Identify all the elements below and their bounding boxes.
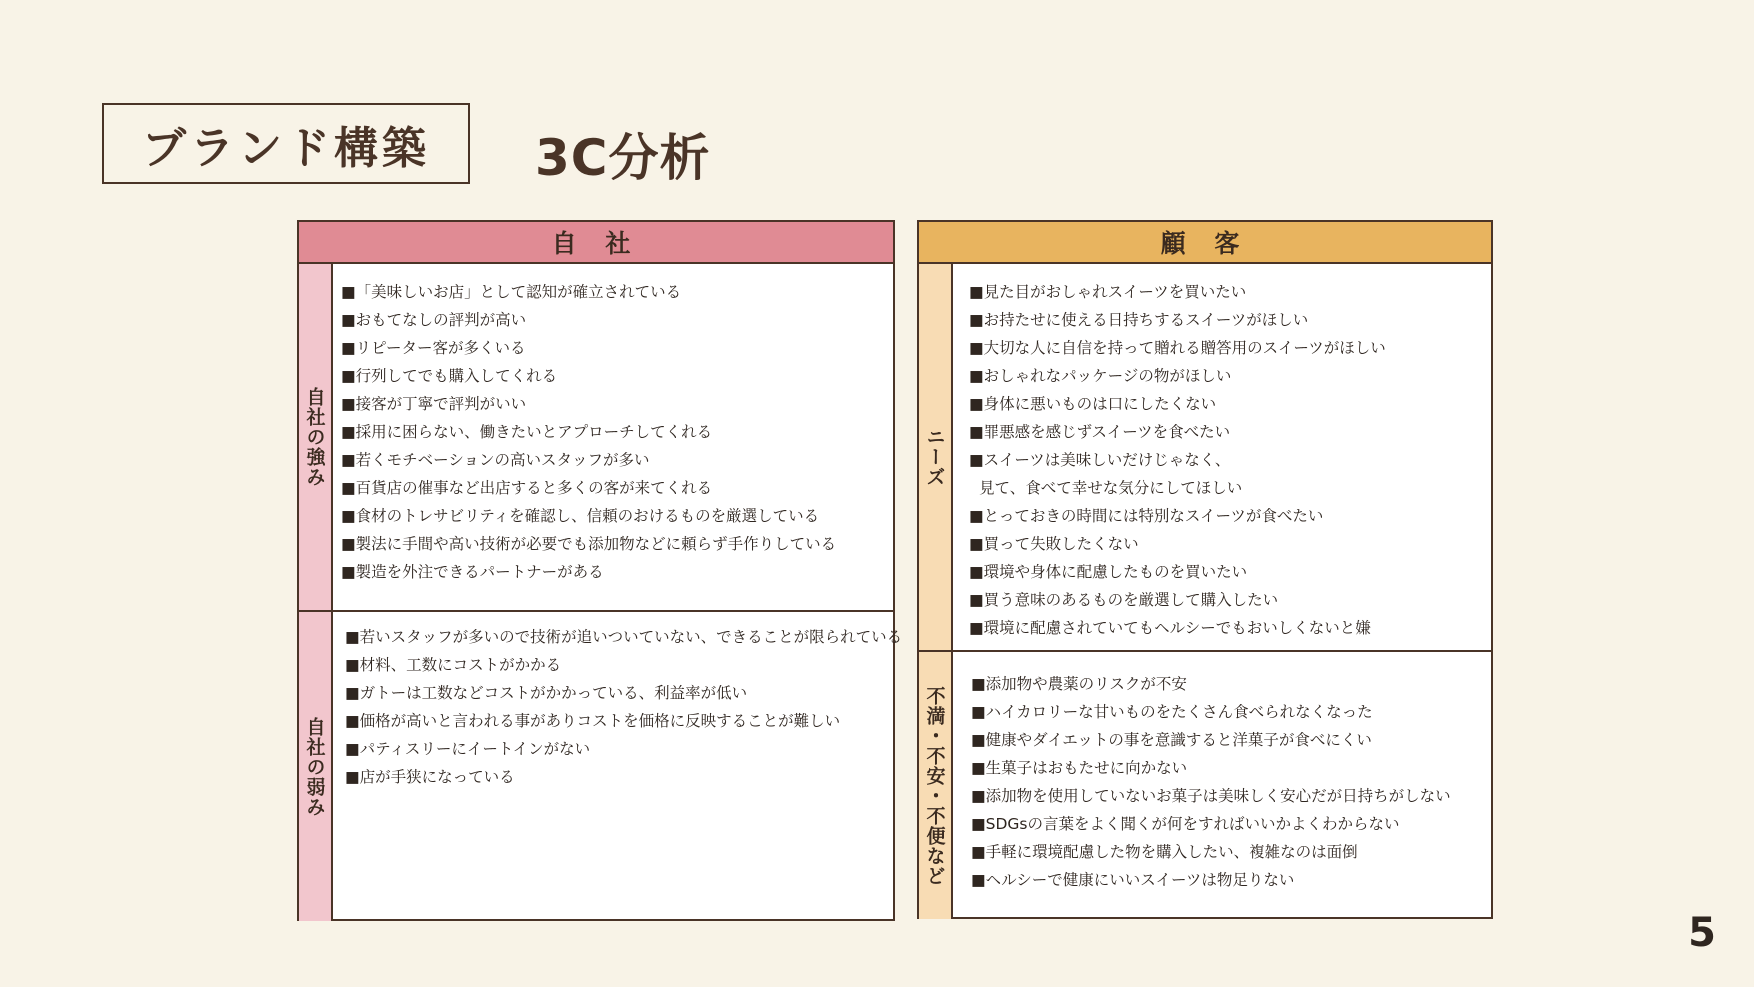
strengths-side xyxy=(299,264,333,610)
list-item: ■採用に困らない、働きたいとアプローチしてくれる xyxy=(341,423,713,441)
complaints-side xyxy=(919,652,953,919)
list-item: ■添加物を使用していないお菓子は美味しく安心だが日持ちがしない xyxy=(971,787,1451,805)
list-item: ■「美味しいお店」として認知が確立されている xyxy=(341,283,682,301)
list-item: ■買う意味のあるものを厳選して購入したい xyxy=(969,591,1279,609)
list-item: ■製法に手間や高い技術が必要でも添加物などに頼らず手作りしている xyxy=(341,535,837,553)
weaknesses-label: 自社の弱み xyxy=(303,716,326,817)
slide-subtitle: 3C分析 xyxy=(535,129,711,187)
complaints-label: 不満・不安・不便など xyxy=(923,685,946,886)
company-panel xyxy=(297,220,903,921)
customer-panel xyxy=(917,220,1493,919)
list-item: ■若くモチベーションの高いスタッフが多い xyxy=(341,451,650,469)
list-item: ■パティスリーにイートインがない xyxy=(345,740,591,758)
needs-section xyxy=(919,264,1491,650)
weaknesses-list xyxy=(333,612,902,921)
list-item: ■ヘルシーで健康にいいスイーツは物足りない xyxy=(971,871,1295,889)
complaints-list xyxy=(953,652,1491,919)
list-item: ■食材のトレサビリティを確認し、信頼のおけるものを厳選している xyxy=(341,507,820,525)
list-item: ■おしゃれなパッケージの物がほしい xyxy=(969,367,1232,385)
needs-list xyxy=(953,264,1491,650)
list-item: ■若いスタッフが多いので技術が追いついていない、できることが限られている xyxy=(345,628,903,646)
list-item: ■ガトーは工数などコストがかかっている、利益率が低い xyxy=(345,684,748,702)
list-item: ■店が手狭になっている xyxy=(345,768,515,786)
list-item: ■スイーツは美味しいだけじゃなく、 xyxy=(969,451,1231,469)
page-number: 5 xyxy=(1688,910,1716,956)
list-item: ■環境に配慮されていてもヘルシーでもおいしくないと嫌 xyxy=(969,619,1371,637)
list-item: ■百貨店の催事など出店すると多くの客が来てくれる xyxy=(341,479,713,497)
list-item: ■見た目がおしゃれスイーツを買いたい xyxy=(969,283,1247,301)
needs-side xyxy=(919,264,953,650)
list-item: ■行列してでも購入してくれる xyxy=(341,367,558,385)
strengths-section xyxy=(299,264,893,610)
list-item: ■買って失敗したくない xyxy=(969,535,1139,553)
list-item: ■健康やダイエットの事を意識すると洋菓子が食べにくい xyxy=(971,731,1372,749)
list-item: ■価格が高いと言われる事がありコストを価格に反映することが難しい xyxy=(345,712,841,730)
slide-title: ブランド構築 xyxy=(102,103,470,184)
strengths-list xyxy=(333,264,893,610)
strengths-label: 自社の強み xyxy=(303,387,326,487)
weaknesses-side xyxy=(299,612,333,921)
list-item: ■環境や身体に配慮したものを買いたい xyxy=(969,563,1248,581)
list-item: ■生菓子はおもたせに向かない xyxy=(971,759,1188,777)
list-item: ■接客が丁寧で評判がいい xyxy=(341,395,527,413)
list-item: ■添加物や農薬のリスクが不安 xyxy=(971,675,1187,693)
customer-header: 顧 客 xyxy=(919,222,1491,264)
list-item: ■身体に悪いものは口にしたくない xyxy=(969,395,1217,413)
weaknesses-section xyxy=(299,610,903,921)
list-item: ■製造を外注できるパートナーがある xyxy=(341,563,604,581)
list-item: ■リピーター客が多くいる xyxy=(341,339,526,357)
list-item: ■材料、工数にコストがかかる xyxy=(345,656,562,674)
list-item: ■ハイカロリーな甘いものをたくさん食べられなくなった xyxy=(971,703,1373,721)
company-header: 自 社 xyxy=(299,222,893,264)
list-item: ■罪悪感を感じずスイーツを食べたい xyxy=(969,423,1231,441)
list-item: ■手軽に環境配慮した物を購入したい、複雑なのは面倒 xyxy=(971,843,1358,861)
list-item: ■SDGsの言葉をよく聞くが何をすればいいかよくわからない xyxy=(971,815,1400,833)
complaints-section xyxy=(919,650,1491,919)
list-item: ■とっておきの時間には特別なスイーツが食べたい xyxy=(969,507,1324,525)
list-item: ■おもてなしの評判が高い xyxy=(341,311,527,329)
list-item: 見て、食べて幸せな気分にしてほしい xyxy=(979,479,1243,497)
list-item: ■大切な人に自信を持って贈れる贈答用のスイーツがほしい xyxy=(969,339,1386,357)
needs-label: ニーズ xyxy=(923,427,946,487)
list-item: ■お持たせに使える日持ちするスイーツがほしい xyxy=(969,311,1309,329)
